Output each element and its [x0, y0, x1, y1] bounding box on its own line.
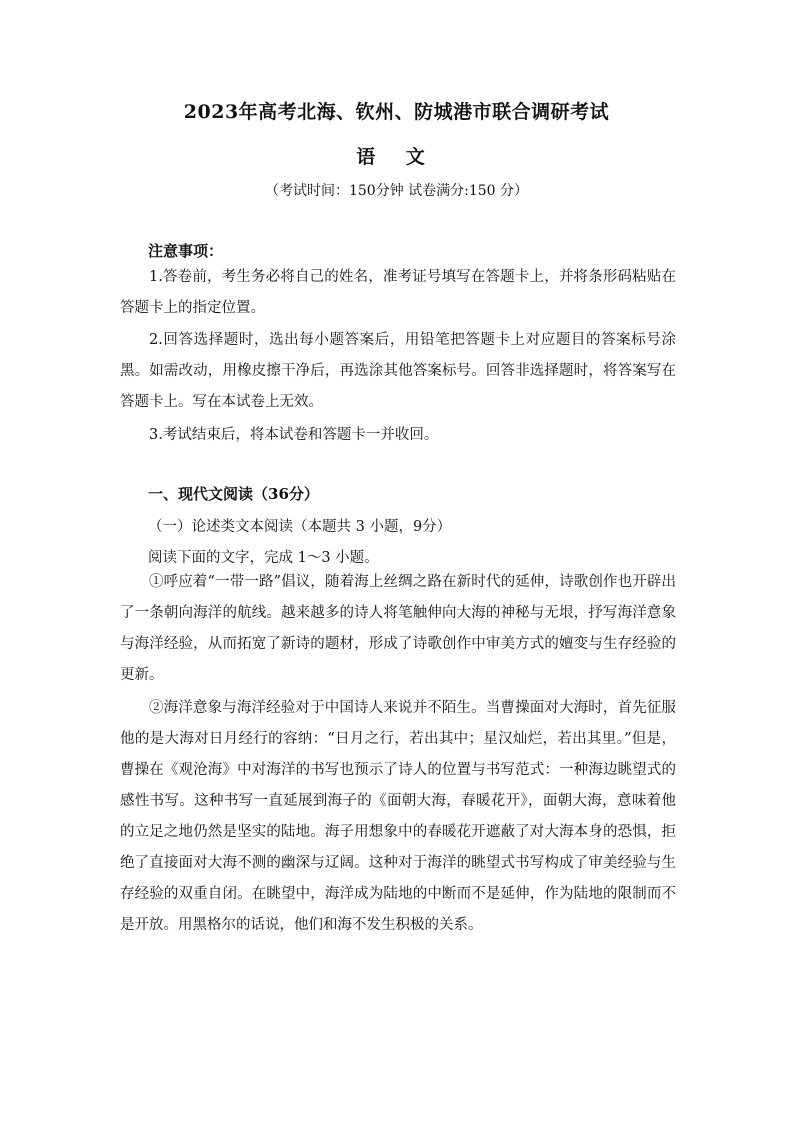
- subsection-heading: （一）论述类文本阅读（本题共 3 小题，9分）: [148, 519, 452, 535]
- reading-instruction: 阅读下面的文字，完成 1～3 小题。: [148, 550, 379, 566]
- exam-info: （考试时间：150分钟 试卷满分:150 分）: [264, 183, 529, 199]
- notice-heading: 注意事项：: [148, 242, 224, 260]
- page-title: 2023年高考北海、钦州、防城港市联合调研考试: [183, 101, 610, 123]
- section-heading: 一、现代文阅读（36分）: [148, 485, 319, 503]
- reading-paragraph: ①呼应着“一带一路”倡议，随着海上丝绸之路在新时代的延伸，诗歌创作也开辟出了一条朝向海洋的航线。越来越多的诗人将笔触伸向大海的神秘与无垠，抒写海洋意象与海洋经验，从而拓宽了新诗的题材，形成了诗歌创作中审美方式的嬗变与生存经验的更新。: [120, 574, 676, 683]
- reading-paragraph: ②海洋意象与海洋经验对于中国诗人来说并不陌生。当曹操面对大海时，首先征服他的是大海对日月经行的容纳：“日月之行，若出其中；星汉灿烂，若出其里。”但是，曹操在《观沧海》中对海洋的书写也预示了诗人的位置与书写范式：一种海边眺望式的感性书写。这种书写一直延展到海子的《面朝大海，春暖花开》，面朝大海，意味着他的立足之地仍然是坚实的陆地。海子用想象中的春暖花开遮蔽了对大海本身的恐惧，拒绝了直接面对大海不测的幽深与辽阔。这种对于海洋的眺望式书写构成了审美经验与生存经验的双重自闭。在眺望中，海洋成为陆地的中断而不是延伸，作为陆地的限制而不是开放。用黑格尔的话说，他们和海不发生积极的关系。: [120, 700, 676, 933]
- notice-item: 1.答卷前，考生务必将自己的姓名，准考证号填写在答题卡上，并将条形码粘贴在答题卡上的指定位置。: [120, 269, 676, 316]
- subject-title: 语 文: [356, 146, 437, 168]
- notice-item: 2.回答选择题时，选出每小题答案后，用铅笔把答题卡上对应题目的答案标号涂黑。如需改动，用橡皮擦干净后，再选涂其他答案标号。回答非选择题时，将答案写在答题卡上。写在本试卷上无效。: [120, 332, 676, 410]
- notice-item: 3.考试结束后，将本试卷和答题卡一并收回。: [149, 427, 439, 443]
